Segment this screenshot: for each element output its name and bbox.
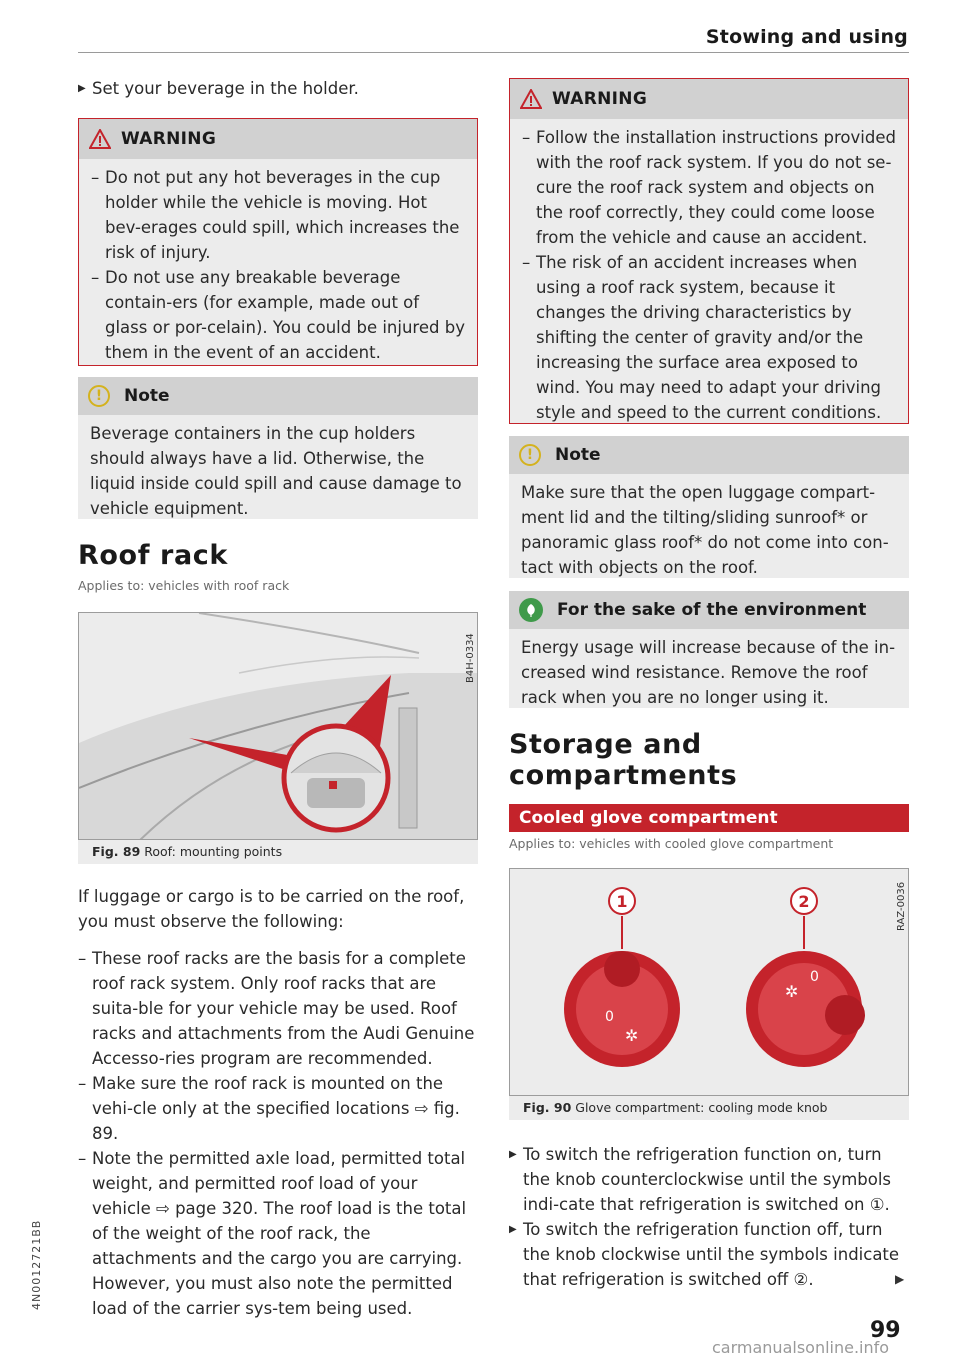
exclamation-circle-icon: ! bbox=[88, 385, 110, 407]
header-divider bbox=[78, 52, 909, 53]
page-number: 99 bbox=[870, 1318, 901, 1343]
roof-figure bbox=[78, 612, 478, 840]
warning-list bbox=[79, 159, 477, 371]
roof-mounting-illustration bbox=[79, 613, 478, 840]
warning-title: WARNING bbox=[121, 129, 217, 149]
marker-1: 1 bbox=[608, 887, 636, 915]
roof-rack-list bbox=[78, 946, 478, 1321]
warning-triangle-icon bbox=[520, 89, 542, 109]
warning-list bbox=[510, 119, 908, 431]
storage-heading-line1: Storage and bbox=[509, 729, 702, 760]
exclamation-circle-icon: ! bbox=[519, 444, 541, 466]
intro-step: ▶ Set your beverage in the holder. bbox=[78, 76, 478, 101]
glove-applies: Applies to: vehicles with cooled glove compartment bbox=[509, 836, 834, 851]
glove-step: ▶ To switch the refrigeration function on, turn the knob counterclockwise until the symbols indi-cate that refrigeration is switched on ①. bbox=[509, 1142, 909, 1217]
warning-header bbox=[79, 119, 477, 159]
warning-item: – Do not put any hot beverages in the cup holder while the vehicle is moving. Hot bev-erages could spill, which increases the risk of injury. bbox=[91, 165, 465, 265]
roof-rack-item: – These roof racks are the basis for a complete roof rack system. Only roof racks that are suita-ble for your vehicle may be used. Roof racks and attachments from the Audi Genuine Accesso-ries program are recommended. bbox=[78, 946, 478, 1071]
warning-item: – Do not use any breakable beverage contain-ers (for example, made out of glass or por-celain). You could be injured by them in the event of an accident. bbox=[91, 265, 465, 365]
watermark: carmanualsonline.info bbox=[712, 1338, 890, 1357]
glove-step-list bbox=[509, 1142, 909, 1292]
roof-rack-item: – Make sure the roof rack is mounted on the vehi-cle only at the specified locations ⇨ fig. 89. bbox=[78, 1071, 478, 1146]
figure-caption-89 bbox=[78, 840, 478, 864]
svg-text:0: 0 bbox=[605, 1009, 614, 1025]
warning-item: – The risk of an accident increases when using a roof rack system, because it changes the driving characteristics by shifting the center of gravity and/or the increasing the surface area exposed to wind. You may need to adapt your driving style and speed to the current conditions. bbox=[522, 250, 896, 425]
svg-text:✲: ✲ bbox=[785, 982, 799, 1001]
note-text: Beverage containers in the cup holders should always have a lid. Otherwise, the liquid inside could spill and cause damage to vehicle equipment. bbox=[90, 424, 462, 518]
environment-title: For the sake of the environment bbox=[557, 600, 867, 620]
environment-header bbox=[509, 591, 909, 629]
warning-title: WARNING bbox=[552, 89, 648, 109]
note-text: Make sure that the open luggage compart-ment lid and the tilting/sliding sunroof* or panoramic glass roof* do not come into con-tact with objects on the roof. bbox=[521, 483, 889, 577]
figure-label: Fig. 89 bbox=[92, 844, 141, 859]
storage-heading-line2: compartments bbox=[509, 760, 738, 791]
figure-code: RAZ-0036 bbox=[896, 881, 907, 931]
roof-rack-applies: Applies to: vehicles with roof rack bbox=[78, 578, 290, 593]
figure-caption-text: Roof: mounting points bbox=[144, 844, 283, 859]
roof-rack-heading: Roof rack bbox=[78, 540, 228, 571]
note-header bbox=[509, 436, 909, 474]
storage-heading bbox=[509, 729, 737, 791]
glove-step: ▶ To switch the refrigeration function off, turn the knob clockwise until the symbols indicate that refrigeration is switched off ②. bbox=[509, 1217, 909, 1292]
warning-header bbox=[510, 79, 908, 119]
figure-code: B4H-0334 bbox=[465, 633, 476, 683]
beverage-note-box bbox=[78, 377, 478, 519]
svg-text:✲: ✲ bbox=[625, 1026, 639, 1045]
warning-triangle-icon bbox=[89, 129, 111, 149]
warning-item: – Follow the installation instructions provided with the roof rack system. If you do not se-cure the roof rack system and objects on the roof correctly, they could come loose from the vehicle and cause an accident. bbox=[522, 125, 896, 250]
marker-2: 2 bbox=[790, 887, 818, 915]
glove-figure bbox=[509, 868, 909, 1096]
note-title: Note bbox=[124, 386, 170, 406]
note-header bbox=[78, 377, 478, 415]
roof-note-box bbox=[509, 436, 909, 578]
environment-box bbox=[509, 591, 909, 708]
document-code: 4N0012721BB bbox=[30, 1219, 43, 1310]
intro-step-list bbox=[78, 76, 478, 101]
note-title: Note bbox=[555, 445, 601, 465]
svg-text:0: 0 bbox=[810, 969, 819, 985]
beverage-warning-box bbox=[78, 118, 478, 366]
glove-compartment-bar: Cooled glove compartment bbox=[509, 804, 909, 832]
roof-rack-item: – Note the permitted axle load, permitted total weight, and permitted roof load of your vehicle ⇨ page 320. The roof load is the total of the weight of the roof rack, the attachments and the cargo you are carrying. However, you must also note the permitted load of the carrier sys-tem being used. bbox=[78, 1146, 478, 1321]
environment-text: Energy usage will increase because of the in-creased wind resistance. Remove the roof rack when you are no longer using it. bbox=[521, 638, 896, 707]
continue-arrow-icon: ▶ bbox=[895, 1272, 905, 1286]
figure-caption-text: Glove compartment: cooling mode knob bbox=[575, 1100, 828, 1115]
running-header: Stowing and using bbox=[705, 26, 908, 48]
roof-warning-box bbox=[509, 78, 909, 424]
figure-caption-90 bbox=[509, 1096, 909, 1120]
roof-rack-intro: If luggage or cargo is to be carried on the roof, you must observe the following: bbox=[78, 887, 465, 931]
figure-label: Fig. 90 bbox=[523, 1100, 572, 1115]
leaf-icon bbox=[519, 598, 543, 622]
cooling-knob-illustration bbox=[510, 869, 909, 1096]
